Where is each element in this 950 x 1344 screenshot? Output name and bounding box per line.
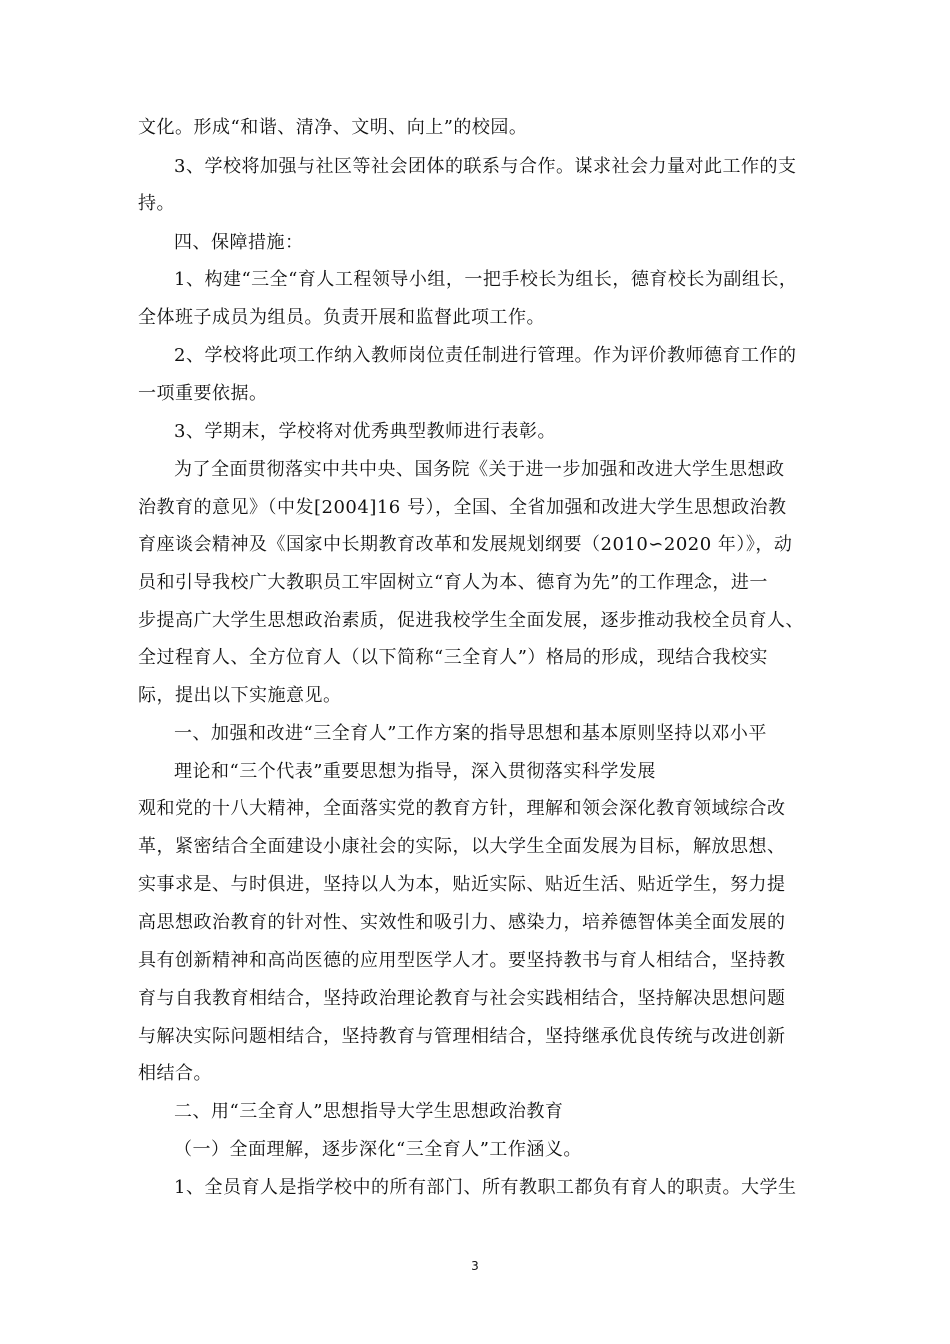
- text-line: 理论和“三个代表”重要思想为指导，深入贯彻落实科学发展: [174, 761, 656, 782]
- text-line: 观和党的十八大精神，全面落实党的教育方针，理解和领会深化教育领域综合改: [138, 798, 786, 819]
- text-line: 1、构建“三全“育人工程领导小组，一把手校长为组长，德育校长为副组长，: [174, 269, 798, 290]
- text-line: 高思想政治教育的针对性、实效性和吸引力、感染力，培养德智体美全面发展的: [138, 912, 786, 933]
- text-line: 治教育的意见》（中发[2004]16 号），全国、全省加强和改进大学生思想政治教: [138, 497, 787, 518]
- text-line: 与解决实际问题相结合，坚持教育与管理相结合，坚持继承优良传统与改进创新: [138, 1026, 786, 1047]
- text-line: 实事求是、与时俱进，坚持以人为本，贴近实际、贴近生活、贴近学生，努力提: [138, 874, 786, 895]
- text-line: 育与自我教育相结合，坚持政治理论教育与社会实践相结合，坚持解决思想问题: [138, 988, 786, 1009]
- section-heading: 四、保障措施：: [174, 232, 304, 253]
- section-heading: 二、用“三全育人”思想指导大学生思想政治教育: [174, 1101, 564, 1122]
- text-line: 步提高广大学生思想政治素质，促进我校学生全面发展，逐步推动我校全员育人、: [138, 610, 804, 631]
- text-line: 文化。形成“和谐、清净、文明、向上”的校园。: [138, 117, 528, 138]
- text-line: 员和引导我校广大教职员工牢固树立“育人为本、德育为先”的工作理念，进一: [138, 572, 768, 593]
- subsection-heading: （一）全面理解，逐步深化“三全育人”工作涵义。: [174, 1139, 582, 1160]
- text-line: 际，提出以下实施意见。: [138, 685, 342, 706]
- page-number: 3: [471, 1259, 479, 1273]
- text-line: 育座谈会精神及《国家中长期教育改革和发展规划纲要（2010∽2020 年）》，动: [138, 534, 793, 555]
- text-line: 3、学校将加强与社区等社会团体的联系与合作。谋求社会力量对此工作的支: [174, 156, 797, 177]
- section-heading: 一、加强和改进“三全育人”工作方案的指导思想和基本原则坚持以邓小平: [174, 723, 767, 744]
- text-line: 3、学期末，学校将对优秀典型教师进行表彰。: [174, 421, 556, 442]
- text-line: 全体班子成员为组员。负责开展和监督此项工作。: [138, 307, 545, 328]
- text-line: 持。: [138, 193, 175, 214]
- text-line: 一项重要依据。: [138, 383, 268, 404]
- text-line: 具有创新精神和高尚医德的应用型医学人才。要坚持教书与育人相结合，坚持教: [138, 950, 786, 971]
- text-line: 革，紧密结合全面建设小康社会的实际，以大学生全面发展为目标，解放思想、: [138, 836, 786, 857]
- text-line: 1、全员育人是指学校中的所有部门、所有教职工都负有育人的职责。大学生: [174, 1177, 797, 1198]
- text-line: 为了全面贯彻落实中共中央、国务院《关于进一步加强和改进大学生思想政: [174, 459, 785, 480]
- text-line: 相结合。: [138, 1063, 212, 1084]
- text-line: 全过程育人、全方位育人（以下简称“三全育人”）格局的形成，现结合我校实: [138, 647, 768, 668]
- text-line: 2、学校将此项工作纳入教师岗位责任制进行管理。作为评价教师德育工作的: [174, 345, 797, 366]
